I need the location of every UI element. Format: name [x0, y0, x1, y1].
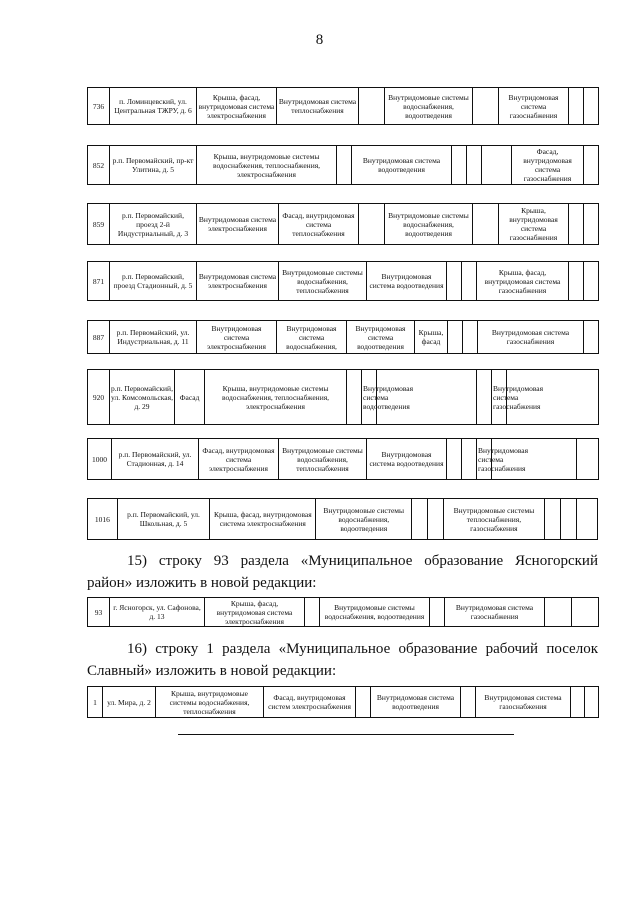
table-cell: Внутридомовая система электроснабжения — [197, 204, 279, 245]
table-cell: Внутридомовая система газоснабжения — [492, 370, 507, 425]
table-cell: Внутридомовые системы водоснабжения, теплоснабжения — [279, 262, 367, 301]
table-cell: р.п. Первомайский, ул. Комсомольская, д. 29 — [110, 370, 175, 425]
table-cell — [577, 439, 599, 480]
table-cell: Фасад — [175, 370, 205, 425]
table-cell: Крыша, фасад, внутридомовая система электроснабжения — [205, 598, 305, 627]
table-cell: Фасад, внутридомовая систем электроснабжения — [264, 687, 356, 718]
table-cell: р.п. Первомайский, проезд Стадионный, д. 5 — [110, 262, 197, 301]
table-cell — [463, 321, 478, 354]
table-row — [87, 145, 599, 185]
table-cell: 1 — [88, 687, 103, 718]
table-cell: Крыша, фасад — [415, 321, 448, 354]
table-cell — [359, 204, 385, 245]
table-cell — [447, 439, 462, 480]
table-row — [87, 438, 599, 480]
table-cell: Внутридомовая система водоотведения — [352, 146, 452, 185]
table-cell: Внутридомовая система водоснабжения, — [277, 321, 347, 354]
table-cell: Внутридомовая система газоснабжения — [476, 687, 571, 718]
table-row — [87, 261, 599, 301]
table-cell: Внутридомовые системы водоснабжения, водоотведения — [385, 204, 473, 245]
table-cell — [571, 687, 585, 718]
table-cell: г. Ясногорск, ул. Сафонова, д. 13 — [110, 598, 205, 627]
table-cell: Фасад, внутридомовая система газоснабжения — [512, 146, 584, 185]
table-cell — [305, 598, 320, 627]
table-row — [87, 369, 599, 425]
paragraph-item-15: 15) строку 93 раздела «Муниципальное образование Ясногорский район» изложить в новой редакции: — [87, 553, 598, 591]
table-cell: 887 — [88, 321, 110, 354]
table-cell — [356, 687, 371, 718]
table-cell — [447, 262, 462, 301]
table-cell — [584, 146, 599, 185]
table-cell: Внутридомовые системы водоснабжения, водоотведения — [316, 499, 412, 540]
table-cell — [584, 321, 599, 354]
table-cell: Внутридомовая система газоснабжения — [445, 598, 545, 627]
table-cell — [584, 88, 599, 125]
table-cell — [569, 262, 584, 301]
paragraph-item-16: 16) строку 1 раздела «Муниципальное образование рабочий поселок Славный» изложить в новой редакции: — [87, 641, 598, 679]
table-cell — [473, 204, 499, 245]
table-cell: 93 — [88, 598, 110, 627]
table-cell: 736 — [88, 88, 110, 125]
table-cell: Внутридомовые системы водоснабжения, теплоснабжения — [279, 439, 367, 480]
table-cell — [452, 146, 467, 185]
table-cell — [572, 598, 599, 627]
table-cell — [560, 499, 576, 540]
table-cell — [337, 146, 352, 185]
table-cell — [428, 499, 444, 540]
table-cell — [584, 262, 599, 301]
table-cell: Внутридомовые системы теплоснабжения, газоснабжения — [443, 499, 544, 540]
closing-rule — [178, 734, 514, 735]
table-cell: Внутридомовая система водоотведения — [347, 321, 415, 354]
table-cell: 920 — [88, 370, 110, 425]
table-cell: Внутридомовая система газоснабжения — [499, 88, 569, 125]
table-cell: Внутридомовая система электроснабжения — [197, 321, 277, 354]
table-cell: Крыша, внутридомовая система газоснабжения — [499, 204, 569, 245]
table-cell — [507, 370, 599, 425]
table-cell — [473, 88, 499, 125]
table-cell — [461, 687, 476, 718]
table-cell — [462, 262, 477, 301]
table-cell: Внутридомовая система водоотведения — [367, 262, 447, 301]
table-cell: Фасад, внутридомовая система электроснабжения — [199, 439, 279, 480]
table-cell — [569, 88, 584, 125]
table-cell — [347, 370, 362, 425]
table-cell — [412, 499, 428, 540]
table-cell: Крыша, фасад, внутридомовая система электроснабжения — [210, 499, 316, 540]
table-cell — [377, 370, 477, 425]
table-cell: Крыша, внутридомовые системы водоснабжения, теплоснабжения, электроснабжения — [205, 370, 347, 425]
table-cell — [477, 370, 492, 425]
table-cell — [359, 88, 385, 125]
table-row — [87, 597, 599, 627]
table-cell: 871 — [88, 262, 110, 301]
table-cell: 1016 — [88, 499, 118, 540]
table-cell: р.п. Первомайский, ул. Школьная, д. 5 — [117, 499, 209, 540]
table-cell: 852 — [88, 146, 110, 185]
table-cell — [467, 146, 482, 185]
table-cell — [569, 204, 584, 245]
table-cell: Фасад, внутридомовая система теплоснабжения — [279, 204, 359, 245]
table-cell — [544, 499, 560, 540]
table-cell — [492, 439, 577, 480]
table-cell: 859 — [88, 204, 110, 245]
table-cell: Крыша, фасад, внутридомовая система электроснабжения — [197, 88, 277, 125]
table-cell: Внутридомовая система теплоснабжения — [277, 88, 359, 125]
table-cell: 1000 — [88, 439, 112, 480]
table-cell — [430, 598, 445, 627]
table-row — [87, 203, 599, 245]
table-cell: Крыша, внутридомовые системы водоснабжения, теплоснабжения — [156, 687, 264, 718]
table-cell: Внутридомовые системы водоснабжения, водоотведения — [385, 88, 473, 125]
table-cell — [482, 146, 512, 185]
table-cell: р.п. Первомайский, ул. Стадионная, д. 14 — [112, 439, 199, 480]
table-cell: р.п. Первомайский, проезд 2-й Индустриальный, д. 3 — [110, 204, 197, 245]
table-row — [87, 87, 599, 125]
table-cell: р.п. Первомайский, ул. Индустриальная, д. 11 — [110, 321, 197, 354]
table-cell — [585, 687, 599, 718]
table-cell: Внутридомовая система водоотведения — [367, 439, 447, 480]
table-cell: Внутридомовая система водоотведения — [362, 370, 377, 425]
table-cell: Крыша, внутридомовые системы водоснабжения, теплоснабжения, электроснабжения — [197, 146, 337, 185]
table-cell: Внутридомовая система газоснабжения — [478, 321, 584, 354]
table-cell — [545, 598, 572, 627]
table-cell — [576, 499, 597, 540]
table-cell: Крыша, фасад, внутридомовая система газоснабжения — [477, 262, 569, 301]
table-cell: Внутридомовая система газоснабжения — [477, 439, 492, 480]
table-row — [87, 498, 598, 540]
table-cell: Внутридомовая система водоотведения — [371, 687, 461, 718]
table-cell: Внутридомовые системы водоснабжения, водоотведения — [320, 598, 430, 627]
table-cell: Внутридомовая система электроснабжения — [197, 262, 279, 301]
table-cell — [462, 439, 477, 480]
table-cell: р.п. Первомайский, пр-кт Улитина, д. 5 — [110, 146, 197, 185]
table-cell: ул. Мира, д. 2 — [103, 687, 156, 718]
table-cell — [448, 321, 463, 354]
page-number: 8 — [315, 32, 324, 48]
table-row — [87, 686, 599, 718]
table-cell — [584, 204, 599, 245]
table-row — [87, 320, 599, 354]
table-cell: п. Ломинцевский, ул. Центральная ТЖРУ, д. 6 — [110, 88, 197, 125]
